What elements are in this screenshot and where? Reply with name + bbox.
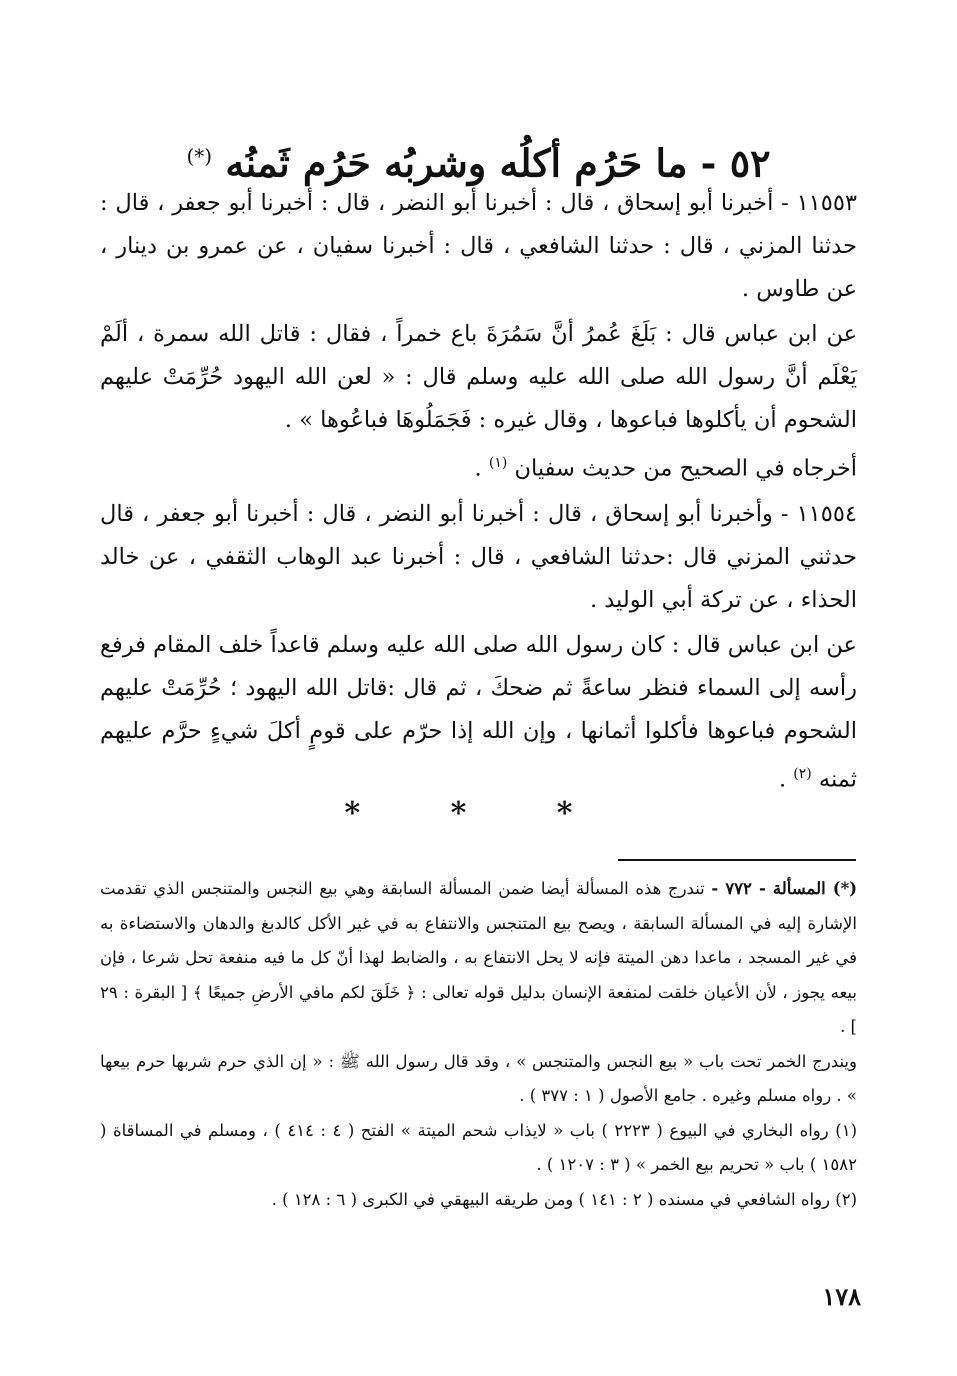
footnote-ref-2: (٢) [793,765,812,782]
footnotes [100,872,857,1217]
hadith-2-isnad: ١١٥٥٤ - وأخبرنا أبو إسحاق ، قال : أخبرنا أبو النضر ، قال : أخبرنا أبو جعفر ، قال حدثني المزني قال :حدثنا الشافعي ، قال : أخبرنا عبد الوهاب الثقفي ، عن خالد الحذاء ، عن تركة أبي الوليد . [100,500,857,613]
chapter-footnote-marker: (*) [186,144,213,168]
chapter-title-text: ٥٢ - ما حَرُم أكلُه وشربُه حَرُم ثَمنُه [225,140,771,186]
footnote-star-text: تندرج هذه المسألة أيضا ضمن المسألة السابقة وهي بيع النجس والمتنجس الذي تقدمت الإشارة إليه في المسألة السابقة ، ويصح بيع المتنجس والانتفاع به في غير الأكل كالدبغ والدهان والاستضاءة به في غير المسجد ، ماعدا دهن الميتة فإنه لا يحل الانتفاع به ، والضابط لهذا أنّ كل ما فيه منفعة تحل شرعا ، فإن بيعه يجوز ، لأن الأعيان خلقت لمنفعة الإنسان بدليل قوله تعالى : ﴿ خَلَقَ لكم مافي الأرضِ جميعًا ﴾ [ البقرة : ٢٩ ] . [100,879,857,1036]
hadith-1-matn: عن ابن عباس قال : بَلَغَ عُمرُ أنَّ سَمُرَةَ باع خمراً ، فقال : قاتل الله سمرة ، ألَمْ يَعْلَم أنَّ رسول الله صلى الله عليه وسلم قال : « لعن الله اليهود حُرِّمَتْ عليهم الشحوم أن يأكلوها فباعوها ، وقال غيره : فَجَمَلُوهَا فباعُوها » . [100,321,857,433]
footnote-star-label: (*) المسألة - ٧٧٢ - [711,879,858,898]
hadith-1-takhrij: أخرجاه في الصحيح من حديث سفيان $^{(١)}$ . [474,455,857,482]
page-number: ١٧٨ [822,1282,861,1311]
footnote-rule [618,859,856,861]
hadith-2-matn: عن ابن عباس قال : كان رسول الله صلى الله عليه وسلم قاعداً خلف المقام فرفع رأسه إلى السماء فنظر ساعةً ثم ضحكَ ، ثم قال :قاتل الله اليهود ؛ حُرِّمَتْ عليهم الشحوم فباعوها فأكلوا أثمانها ، وإن الله إذا حرّم على قومٍ أكلَ شيءٍ حرَّم عليهم ثمنه $^{(٢)}$ . [100,631,857,792]
hadith-1-isnad: ١١٥٥٣ - أخبرنا أبو إسحاق ، قال : أخبرنا أبو النضر ، قال : أخبرنا أبو جعفر ، قال : حدثنا المزني ، قال : حدثنا الشافعي ، قال : أخبرنا سفيان ، عن عمرو بن دينار ، عن طاوس . [100,190,857,302]
hadith-2-matn-text: عن ابن عباس قال : كان رسول الله صلى الله عليه وسلم قاعداً خلف المقام فرفع رأسه إلى السماء فنظر ساعةً ثم ضحكَ ، ثم قال :قاتل الله اليهود ؛ حُرِّمَتْ عليهم الشحوم فباعوها فأكلوا أثمانها ، وإن الله إذا حرّم على قومٍ أكلَ شيءٍ حرَّم عليهم ثمنه [100,631,857,792]
footnote-star [100,872,857,1045]
footnote-2: (٢) رواه الشافعي في مسنده ( ٢ : ١٤١ ) ومن طريقه البيهقي في الكبرى ( ٦ : ١٢٨ ) . [271,1189,857,1209]
footnote-ref-1: (١) [488,455,508,471]
main-text [100,182,857,801]
takhrij-text: أخرجاه في الصحيح من حديث سفيان [514,455,857,482]
footnote-1: (١) رواه البخاري في البيوع ( ٢٢٢٣ ) باب « لايذاب شحم الميتة » الفتح ( ٤ : ٤١٤ ) ، ومسلم في المساقاة ( ١٥٨٢ ) باب « تحريم بيع الخمر » ( ٣ : ١٢٠٧ ) . [100,1120,857,1174]
section-separator-stars: * * * [344,796,613,831]
footnote-star-continued: ويندرج الخمر تحت باب « بيع النجس والمتنجس » ، وقد قال رسول الله ﷺ : « إن الذي حرم شربها حرم بيعها » . رواه مسلم وغيره . جامع الأصول ( ١ : ٣٧٧ ) . [100,1051,857,1105]
